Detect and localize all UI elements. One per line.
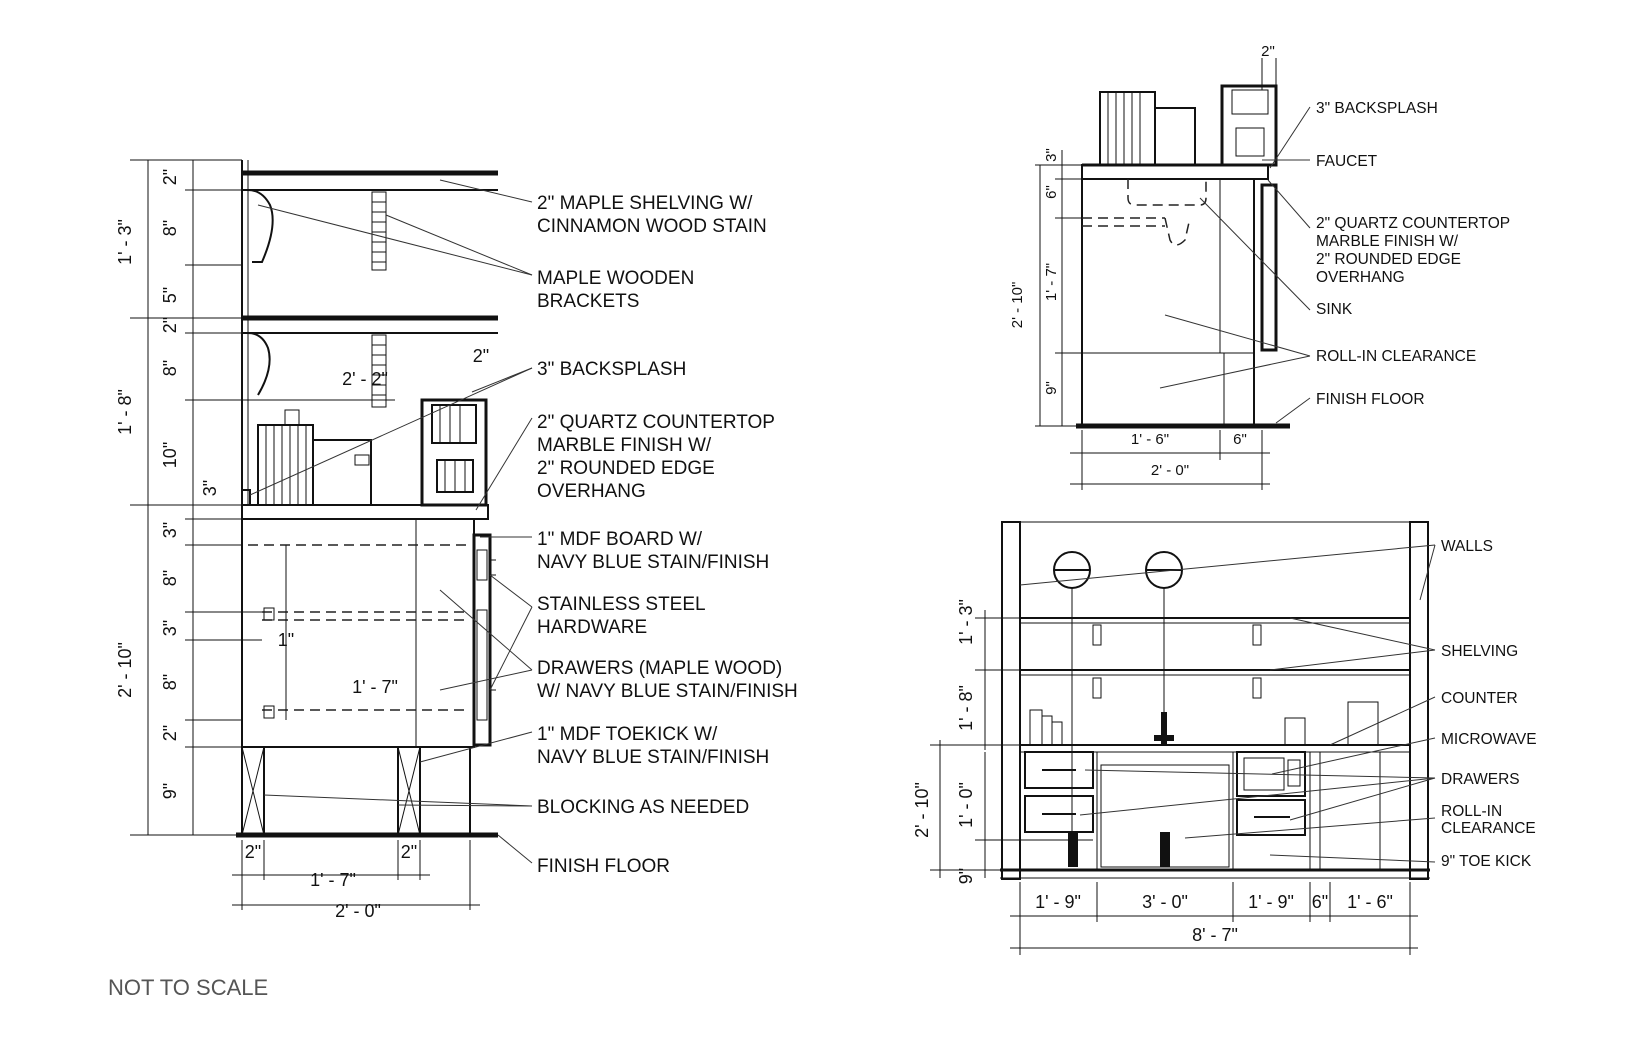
drawing-text-58: 1' - 6" [1130,431,1170,448]
drawing-text-47: 2" ROUNDED EDGE [1316,251,1462,268]
drawing-text-33: 9" [160,782,180,800]
drawing-text-71: 2' - 10" [912,782,932,838]
label-quartz-1: 2" QUARTZ COUNTERTOP [537,412,775,433]
label-drawers-2: W/ NAVY BLUE STAIN/FINISH [537,681,798,702]
drawing-text-34: 3" [200,479,220,497]
drawing-text-76: 1' - 9" [1248,892,1294,912]
drawing-text-40: 1' - 7" [310,870,356,890]
drawing-text-30: 3" [160,619,180,637]
drawing-text-31: 8" [160,673,180,691]
drawing-text-73: 9" [956,867,976,885]
elevation-drawing [930,522,1435,955]
drawing-text-54: 6" [1043,185,1060,199]
faucet-icon [1154,712,1174,745]
drawing-text-63: COUNTER [1441,690,1518,707]
drawing-text-61: WALLS [1441,538,1493,555]
drawing-text-46: MARBLE FINISH W/ [1316,233,1459,250]
label-maple-shelving-1: 2" MAPLE SHELVING W/ [537,193,753,214]
label-blocking: BLOCKING AS NEEDED [537,797,750,818]
shelf-brackets [1093,625,1261,698]
drawing-text-45: 2" QUARTZ COUNTERTOP [1316,215,1511,232]
label-quartz-3: 2" ROUNDED EDGE [537,458,715,479]
drawing-text-62: SHELVING [1441,643,1519,660]
label-maple-shelving-2: CINNAMON WOOD STAIN [537,216,767,237]
drawing-text-79: 8' - 7" [1192,925,1238,945]
drawing-text-22: 2" [160,168,180,186]
drawing-text-60: 2' - 0" [1150,462,1190,479]
drawing-text-65: DRAWERS [1441,771,1520,788]
drawing-text-29: 8" [160,569,180,587]
drawing-text-74: 1' - 9" [1035,892,1081,912]
drawing-text-72: 1' - 0" [956,782,976,828]
elevation-labels [912,538,1537,945]
drawing-text-23: 8" [160,219,180,237]
drawing-text-59: 6" [1233,431,1247,448]
drawing-text-36: 2" [472,346,490,366]
label-hardware-2: HARDWARE [537,617,648,638]
label-finish-floor: FINISH FLOOR [537,856,671,877]
drawing-text-25: 2" [160,316,180,334]
drawing-text-57: 9" [1043,381,1060,395]
drawing-text-75: 3' - 0" [1142,892,1188,912]
drawing-text-28: 3" [160,521,180,539]
label-maple-brackets-1: MAPLE WOODEN [537,268,695,289]
drawing-text-69: 1' - 3" [956,599,976,645]
drawing-text-50: ROLL-IN CLEARANCE [1316,348,1477,365]
espresso-machine-icon-2 [1222,86,1276,165]
drawing-text-27: 10" [160,441,180,469]
drawing-text-38: 1' - 7" [352,677,398,697]
sink-section-drawing [1035,58,1310,490]
shelf-bracket-block-1 [372,192,386,270]
drawing-text-53: 3" [1043,148,1060,162]
espresso-machine-icon [422,400,486,505]
drawing-text-51: FINISH FLOOR [1316,391,1425,408]
drawing-text-37: 1" [277,630,295,650]
drawing-text-35: 2' - 2" [342,369,388,389]
drawing-text-39: 2" [244,842,262,862]
label-maple-brackets-2: BRACKETS [537,291,640,312]
left-callouts [537,193,798,877]
pendant-light-icon [1054,552,1090,845]
drawing-text-41: 2" [400,842,418,862]
drawing-text-67: CLEARANCE [1441,820,1536,837]
sink-section-labels [1009,43,1510,479]
drawing-text-56: 1' - 7" [1043,262,1060,302]
label-quartz-4: OVERHANG [537,481,646,502]
drawing-text-52: 2" [1261,43,1275,60]
drawing-text-26: 8" [160,359,180,377]
drawing-text-68: 9" TOE KICK [1441,853,1532,870]
label-hardware-1: STAINLESS STEEL [537,594,706,615]
dim-shelf-2: 1' - 8" [115,389,135,435]
label-toekick-1: 1" MDF TOEKICK W/ [537,724,718,745]
drawing-text-48: OVERHANG [1316,269,1405,286]
coffee-maker-icon-2 [1100,92,1195,165]
drawing-text-49: SINK [1316,301,1353,318]
label-quartz-2: MARBLE FINISH W/ [537,435,712,456]
drawing-text-32: 2" [160,724,180,742]
label-mdf-board-2: NAVY BLUE STAIN/FINISH [537,552,770,573]
drawing-text-66: ROLL-IN [1441,803,1503,820]
drawing-text-78: 1' - 6" [1347,892,1393,912]
label-drawers-1: DRAWERS (MAPLE WOOD) [537,658,783,679]
left-section-drawing [130,160,532,910]
drawing-text-55: 2' - 10" [1009,281,1026,329]
dim-shelf-1: 1' - 3" [115,219,135,265]
label-mdf-board-1: 1" MDF BOARD W/ [537,529,703,550]
drawing-text-42: 2' - 0" [335,901,381,921]
drawing-text-24: 5" [160,286,180,304]
dim-counter-height: 2' - 10" [115,642,135,698]
label-backsplash: 3" BACKSPLASH [537,359,687,380]
not-to-scale-note: NOT TO SCALE [108,975,269,1000]
coffee-maker-icon [258,410,371,505]
drawing-text-70: 1' - 8" [956,685,976,731]
drawing-text-77: 6" [1311,892,1329,912]
drawing-text-64: MICROWAVE [1441,731,1537,748]
label-toekick-2: NAVY BLUE STAIN/FINISH [537,747,770,768]
drawing-text-44: FAUCET [1316,153,1378,170]
drawing-text-43: 3" BACKSPLASH [1316,100,1438,117]
